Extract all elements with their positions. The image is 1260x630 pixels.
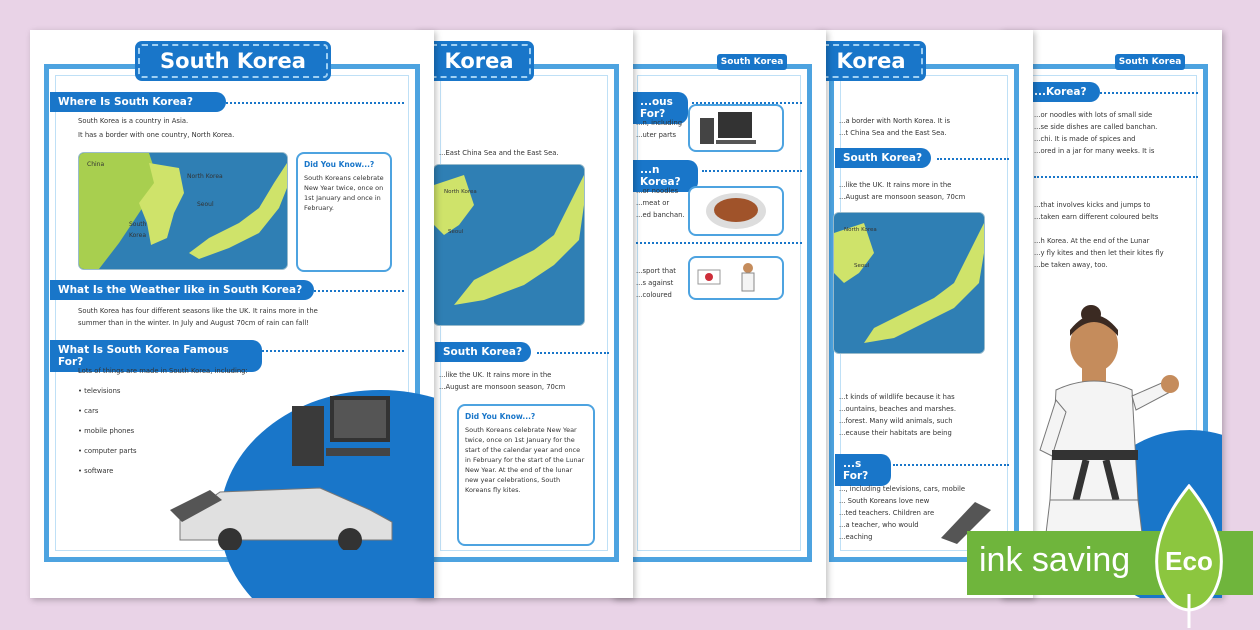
did-you-know-box [457,404,595,546]
body-line: ...se side dishes are called banchan. [1034,123,1158,131]
section-divider [1034,176,1198,178]
body-line: ...or noodles [636,187,679,195]
famous-list-item: • software [78,467,114,475]
famous-list-item: • computer parts [78,447,137,455]
map-of-korea-japan [433,164,585,326]
body-line: ...h Korea. At the end of the Lunar [1034,237,1150,245]
map-label-north-korea: North Korea [187,173,223,180]
did-you-know-body: South Koreans celebrate New Year twice, once on 1st January for the start of the calendar year and once in February for the start of the Lunar New Year. At the end of the lunar new year celebrations, South Koreans fly kites. [465,426,585,494]
page-title: Korea [819,44,923,78]
map-label-seoul: Seoul [197,201,214,208]
heading-divider [537,352,609,354]
map-of-korea-japan [78,152,288,270]
header-pill: South Korea [717,54,787,70]
famous-list-item: • mobile phones [78,427,135,435]
worksheet-page-1 [30,30,434,598]
famous-list-item: • cars [78,407,99,415]
section-divider [636,242,802,244]
body-line: It has a border with one country, North Korea. [78,131,235,139]
body-line: ...uter parts [636,131,677,139]
heading-divider [262,350,404,352]
did-you-know-title: Did You Know...? [304,160,375,169]
heading-divider [314,290,404,292]
body-line: ... South Koreans love new [839,497,930,505]
section-heading: ...s For? [835,454,891,486]
section-heading: South Korea? [435,342,531,362]
body-line: ...meat or [636,199,670,207]
body-line: ..., including televisions, cars, mobile [839,485,966,493]
computer-illustration [286,392,396,472]
body-line: ...that involves kicks and jumps to [1034,201,1151,209]
ink-saving-label: ink saving [979,541,1131,579]
body-line: ...forest. Many wild animals, such [839,417,953,425]
body-line: ...like the UK. It rains more in the [839,181,952,189]
map-label-south-korea: South Korea [129,221,147,239]
map-of-korea-japan [833,212,985,354]
heading-divider [702,170,802,172]
body-line: ...eaching [839,533,873,541]
computer-picture-box [688,104,784,152]
body-line: ...ored in a jar for many weeks. It is [1034,147,1155,155]
page-footer [612,568,826,598]
map-label-north-korea: North Korea [444,189,477,195]
food-picture-box [688,186,784,236]
body-line: ...East China Sea and the East Sea. [439,149,559,157]
body-line: ...sport that [636,267,676,275]
taekwondo-picture-box [688,256,784,300]
map-label-china: China [87,161,105,168]
body-line: ...a teacher, who would [839,521,919,529]
did-you-know-box [296,152,392,272]
body-line: ...ted teachers. Children are [839,509,935,517]
page-footer [30,568,434,598]
body-line: ...August are monsoon season, 70cm [439,383,566,391]
body-line: ...coloured [636,291,672,299]
map-label-seoul: Seoul [854,263,870,269]
page-title: South Korea [138,44,328,78]
section-heading: ...n Korea? [632,160,698,192]
body-line: ...n, including [636,119,683,127]
eco-leaf-icon [1150,484,1228,630]
heading-divider [226,102,404,104]
body-line: ...y fly kites and then let their kites fly [1034,249,1164,257]
header-pill: South Korea [1115,54,1185,70]
worksheet-page-3 [612,30,826,598]
heading-divider [1100,92,1198,94]
body-line: ...be taken away, too. [1034,261,1108,269]
car-illustration [170,470,400,550]
body-line: ...t China Sea and the East Sea. [839,129,947,137]
section-heading-weather: What Is the Weather like in South Korea? [50,280,314,300]
body-line: ...like the UK. It rains more in the [439,371,552,379]
body-line: South Korea is a country in Asia. [78,117,189,125]
body-line: ...chi. It is made of spices and [1034,135,1136,143]
page-footer [415,568,633,598]
map-label-seoul: Seoul [448,229,464,235]
body-line: ...t kinds of wildlife because it has [839,393,955,401]
section-heading: South Korea? [835,148,931,168]
map-label-north-korea: North Korea [844,227,877,233]
body-line: ...ountains, beaches and marshes. [839,405,956,413]
body-line: Lots of things are made in South Korea, including: [78,367,248,375]
heading-divider [937,158,1009,160]
famous-list-item: • televisions [78,387,121,395]
body-line: ...ed banchan. [636,211,685,219]
section-heading-where: Where Is South Korea? [50,92,226,112]
section-heading: ...Korea? [1026,82,1100,102]
body-line: South Korea has four different seasons like the UK. It rains more in the [78,307,318,315]
page-title: Korea [427,44,531,78]
worksheet-page-2 [415,30,633,598]
did-you-know-title: Did You Know...? [465,412,536,421]
eco-label: Eco [1165,546,1213,576]
body-line: summer than in the winter. In July and August 70cm of rain can fall! [78,319,309,327]
worksheet-page-4 [815,30,1033,598]
body-line: ...ecause their habitats are being [839,429,952,437]
body-line: ...taken earn different coloured belts [1034,213,1159,221]
body-line: ...a border with North Korea. It is [839,117,951,125]
did-you-know-body: South Koreans celebrate New Year twice, once on 1st January and once in February. [304,174,384,212]
body-line: ...August are monsoon season, 70cm [839,193,966,201]
section-heading: ...ous For? [632,92,688,124]
heading-divider [893,464,1009,466]
body-line: ...s against [636,279,674,287]
body-line: ...or noodles with lots of small side [1034,111,1153,119]
section-heading-famous: What Is South Korea Famous For? [50,340,262,372]
